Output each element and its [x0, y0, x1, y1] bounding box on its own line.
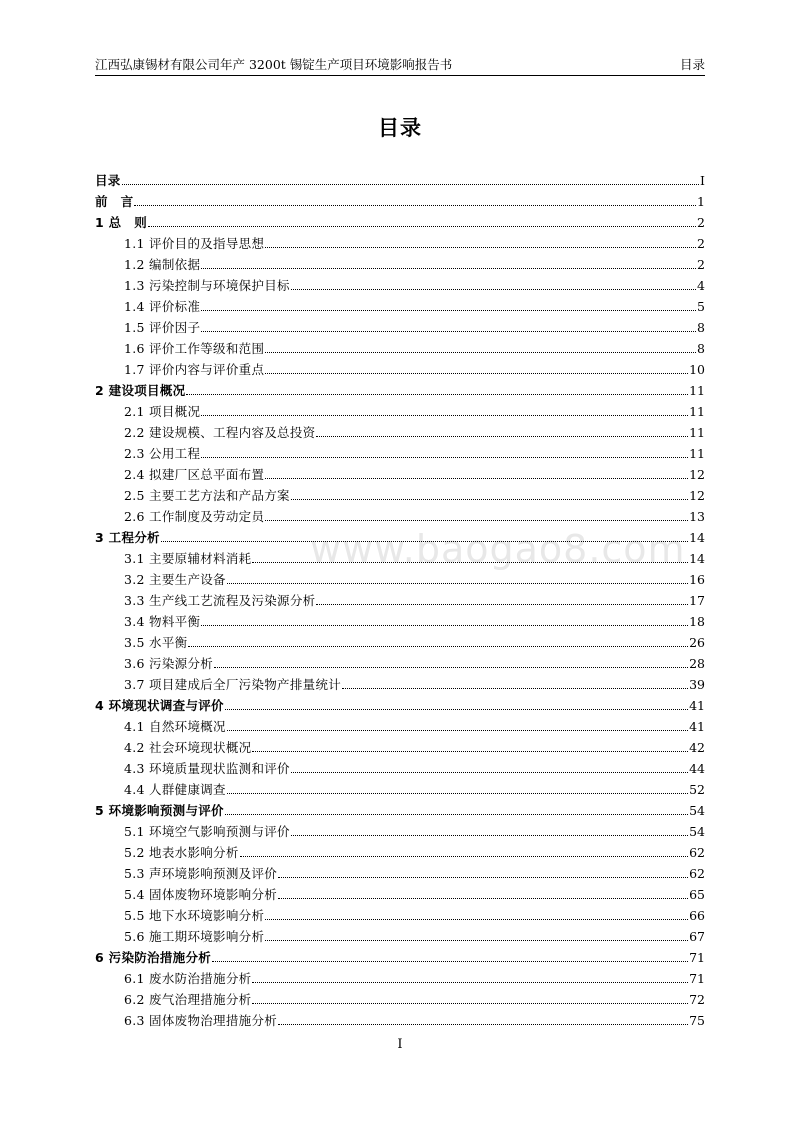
toc-entry-page: 11 — [689, 446, 705, 461]
toc-entry-page: 44 — [689, 761, 705, 776]
toc-entry-label: 3.2 主要生产设备 — [124, 572, 226, 587]
toc-entry-label: 3 工程分析 — [95, 530, 160, 545]
toc-entry-page: 14 — [689, 551, 705, 566]
toc-entry-label: 5.6 施工期环境影响分析 — [124, 929, 265, 944]
toc-dot-leader — [265, 352, 696, 353]
toc-dot-leader — [188, 646, 688, 647]
toc-section-entry[interactable] — [95, 317, 705, 338]
toc-dot-leader — [291, 835, 688, 836]
page-number: I — [397, 1037, 403, 1052]
toc-entry-page: 10 — [689, 362, 705, 377]
toc-entry-label: 2.2 建设规模、工程内容及总投资 — [124, 425, 316, 440]
toc-entry-label: 1 总 则 — [95, 215, 148, 230]
toc-section-entry[interactable] — [95, 926, 705, 947]
toc-dot-leader — [227, 583, 688, 584]
toc-dot-leader — [278, 898, 688, 899]
toc-section-entry[interactable] — [95, 506, 705, 527]
header-rule — [95, 75, 705, 76]
toc-dot-leader — [240, 856, 688, 857]
toc-section-entry[interactable] — [95, 779, 705, 800]
toc-section-entry[interactable] — [95, 1010, 705, 1031]
toc-dot-leader — [291, 499, 688, 500]
toc-entry-label: 6.1 废水防治措施分析 — [124, 971, 252, 986]
page-title: 目录 — [378, 116, 422, 140]
toc-entry-page: 14 — [689, 530, 705, 545]
toc-section-entry[interactable] — [95, 821, 705, 842]
toc-entry-page: 12 — [689, 488, 705, 503]
toc-section-entry[interactable] — [95, 905, 705, 926]
toc-entry-label: 2.5 主要工艺方法和产品方案 — [124, 488, 290, 503]
toc-dot-leader — [252, 982, 688, 983]
toc-entry-label: 2.6 工作制度及劳动定员 — [124, 509, 265, 524]
toc-entry-page: 5 — [697, 299, 705, 314]
toc-entry-label: 5 环境影响预测与评价 — [95, 803, 224, 818]
toc-entry-page: 71 — [689, 950, 705, 965]
toc-dot-leader — [201, 268, 696, 269]
toc-section-entry[interactable] — [95, 884, 705, 905]
toc-section-entry[interactable] — [95, 653, 705, 674]
toc-dot-leader — [186, 394, 688, 395]
toc-dot-leader — [265, 520, 688, 521]
toc-chapter-entry[interactable] — [95, 212, 705, 233]
toc-entry-page: 71 — [689, 971, 705, 986]
toc-dot-leader — [201, 331, 696, 332]
toc-entry-label: 2.3 公用工程 — [124, 446, 201, 461]
toc-dot-leader — [225, 709, 688, 710]
table-of-contents — [95, 170, 705, 1031]
toc-entry-page: 42 — [689, 740, 705, 755]
running-header — [95, 55, 705, 75]
toc-entry-label: 4.4 人群健康调查 — [124, 782, 226, 797]
toc-entry-page: 62 — [689, 866, 705, 881]
toc-entry-page: 2 — [697, 215, 705, 230]
toc-dot-leader — [265, 373, 688, 374]
toc-entry-page: 41 — [689, 698, 705, 713]
toc-chapter-entry[interactable] — [95, 695, 705, 716]
toc-section-entry[interactable] — [95, 989, 705, 1010]
toc-entry-label: 4.2 社会环境现状概况 — [124, 740, 252, 755]
toc-dot-leader — [265, 940, 688, 941]
toc-entry-page: 8 — [697, 320, 705, 335]
toc-section-entry[interactable] — [95, 632, 705, 653]
toc-section-entry[interactable] — [95, 296, 705, 317]
toc-entry-label: 3.6 污染源分析 — [124, 656, 214, 671]
toc-entry-label: 5.4 固体废物环境影响分析 — [124, 887, 278, 902]
toc-entry-page: 54 — [689, 803, 705, 818]
toc-entry-page: 67 — [689, 929, 705, 944]
toc-section-entry[interactable] — [95, 338, 705, 359]
toc-section-entry[interactable] — [95, 569, 705, 590]
toc-entry-page: 11 — [689, 404, 705, 419]
toc-section-entry[interactable] — [95, 254, 705, 275]
toc-entry-label: 2.4 拟建厂区总平面布置 — [124, 467, 265, 482]
toc-entry-page: 28 — [689, 656, 705, 671]
toc-entry-label: 3.4 物料平衡 — [124, 614, 201, 629]
toc-section-entry[interactable] — [95, 968, 705, 989]
toc-entry-label: 6 污染防治措施分析 — [95, 950, 212, 965]
toc-dot-leader — [201, 625, 688, 626]
toc-entry-label: 5.5 地下水环境影响分析 — [124, 908, 265, 923]
toc-entry-label: 2 建设项目概况 — [95, 383, 186, 398]
toc-section-entry[interactable] — [95, 485, 705, 506]
toc-entry-label: 6.2 废气治理措施分析 — [124, 992, 252, 1007]
toc-entry-page: I — [700, 173, 705, 188]
toc-entry-label: 3.5 水平衡 — [124, 635, 188, 650]
toc-dot-leader — [122, 184, 699, 185]
toc-dot-leader — [161, 541, 688, 542]
toc-entry-label: 5.2 地表水影响分析 — [124, 845, 239, 860]
toc-entry-page: 39 — [689, 677, 705, 692]
toc-dot-leader — [291, 289, 696, 290]
toc-section-entry[interactable] — [95, 611, 705, 632]
toc-chapter-entry[interactable] — [95, 527, 705, 548]
toc-section-entry[interactable] — [95, 548, 705, 569]
toc-entry-label: 3.3 生产线工艺流程及污染源分析 — [124, 593, 316, 608]
toc-section-entry[interactable] — [95, 443, 705, 464]
toc-entry-page: 41 — [689, 719, 705, 734]
toc-dot-leader — [316, 436, 688, 437]
toc-entry-label: 1.2 编制依据 — [124, 257, 201, 272]
toc-dot-leader — [265, 247, 696, 248]
toc-dot-leader — [201, 457, 688, 458]
toc-entry-label: 1.7 评价内容与评价重点 — [124, 362, 265, 377]
toc-entry-label: 1.1 评价目的及指导思想 — [124, 236, 265, 251]
toc-entry-page: 11 — [689, 425, 705, 440]
header-section-name: 目录 — [679, 57, 705, 72]
toc-entry-label: 4 环境现状调查与评价 — [95, 698, 224, 713]
toc-section-entry[interactable] — [95, 422, 705, 443]
toc-entry-page: 2 — [697, 236, 705, 251]
toc-entry-label: 1.3 污染控制与环境保护目标 — [124, 278, 290, 293]
toc-entry-page: 8 — [697, 341, 705, 356]
toc-entry-page: 72 — [689, 992, 705, 1007]
toc-dot-leader — [201, 415, 688, 416]
toc-entry-label: 4.3 环境质量现状监测和评价 — [124, 761, 290, 776]
toc-section-entry[interactable] — [95, 842, 705, 863]
toc-section-entry[interactable] — [95, 674, 705, 695]
toc-entry-page: 54 — [689, 824, 705, 839]
toc-section-entry[interactable] — [95, 716, 705, 737]
toc-entry-page: 52 — [689, 782, 705, 797]
toc-section-entry[interactable] — [95, 464, 705, 485]
toc-entry-label: 6.3 固体废物治理措施分析 — [124, 1013, 278, 1028]
toc-dot-leader — [265, 919, 688, 920]
toc-entry-label: 前 言 — [95, 194, 134, 209]
toc-entry-page: 16 — [689, 572, 705, 587]
toc-dot-leader — [214, 667, 688, 668]
toc-dot-leader — [252, 562, 688, 563]
toc-chapter-entry[interactable] — [95, 380, 705, 401]
toc-dot-leader — [227, 793, 688, 794]
toc-section-entry[interactable] — [95, 737, 705, 758]
toc-chapter-entry[interactable] — [95, 191, 705, 212]
toc-dot-leader — [342, 688, 688, 689]
toc-entry-label: 5.3 声环境影响预测及评价 — [124, 866, 278, 881]
toc-entry-page: 65 — [689, 887, 705, 902]
toc-section-entry[interactable] — [95, 758, 705, 779]
toc-dot-leader — [291, 772, 688, 773]
watermark: www.baogao8.com — [310, 527, 686, 571]
toc-entry-page: 75 — [689, 1013, 705, 1028]
toc-chapter-entry[interactable] — [95, 800, 705, 821]
toc-entry-page: 12 — [689, 467, 705, 482]
toc-section-entry[interactable] — [95, 275, 705, 296]
toc-entry-page: 62 — [689, 845, 705, 860]
toc-section-entry[interactable] — [95, 359, 705, 380]
toc-dot-leader — [252, 751, 688, 752]
toc-section-entry[interactable] — [95, 590, 705, 611]
toc-entry-page: 13 — [689, 509, 705, 524]
toc-entry-label: 3.7 项目建成后全厂污染物产排量统计 — [124, 677, 342, 692]
toc-section-entry[interactable] — [95, 863, 705, 884]
toc-entry-page: 18 — [689, 614, 705, 629]
toc-entry-page: 1 — [697, 194, 705, 209]
toc-entry-label: 4.1 自然环境概况 — [124, 719, 226, 734]
toc-entry-label: 目录 — [95, 173, 121, 188]
toc-chapter-entry[interactable] — [95, 947, 705, 968]
toc-dot-leader — [316, 604, 688, 605]
toc-entry-page: 17 — [689, 593, 705, 608]
toc-chapter-entry[interactable] — [95, 170, 705, 191]
header-document-title: 江西弘康锡材有限公司年产 3200t 锡锭生产项目环境影响报告书 — [95, 57, 453, 72]
toc-section-entry[interactable] — [95, 233, 705, 254]
toc-dot-leader — [278, 877, 688, 878]
toc-entry-page: 4 — [697, 278, 705, 293]
toc-entry-page: 66 — [689, 908, 705, 923]
toc-dot-leader — [225, 814, 688, 815]
toc-section-entry[interactable] — [95, 401, 705, 422]
toc-dot-leader — [134, 205, 696, 206]
toc-entry-page: 2 — [697, 257, 705, 272]
toc-entry-label: 1.4 评价标准 — [124, 299, 201, 314]
toc-entry-label: 1.5 评价因子 — [124, 320, 201, 335]
toc-entry-label: 3.1 主要原辅材料消耗 — [124, 551, 252, 566]
toc-dot-leader — [278, 1024, 688, 1025]
toc-entry-page: 26 — [689, 635, 705, 650]
toc-dot-leader — [212, 961, 688, 962]
toc-entry-label: 1.6 评价工作等级和范围 — [124, 341, 265, 356]
toc-dot-leader — [201, 310, 696, 311]
toc-entry-label: 5.1 环境空气影响预测与评价 — [124, 824, 290, 839]
toc-dot-leader — [227, 730, 688, 731]
toc-dot-leader — [252, 1003, 688, 1004]
toc-dot-leader — [148, 226, 696, 227]
toc-dot-leader — [265, 478, 688, 479]
toc-entry-label: 2.1 项目概况 — [124, 404, 201, 419]
toc-entry-page: 11 — [689, 383, 705, 398]
